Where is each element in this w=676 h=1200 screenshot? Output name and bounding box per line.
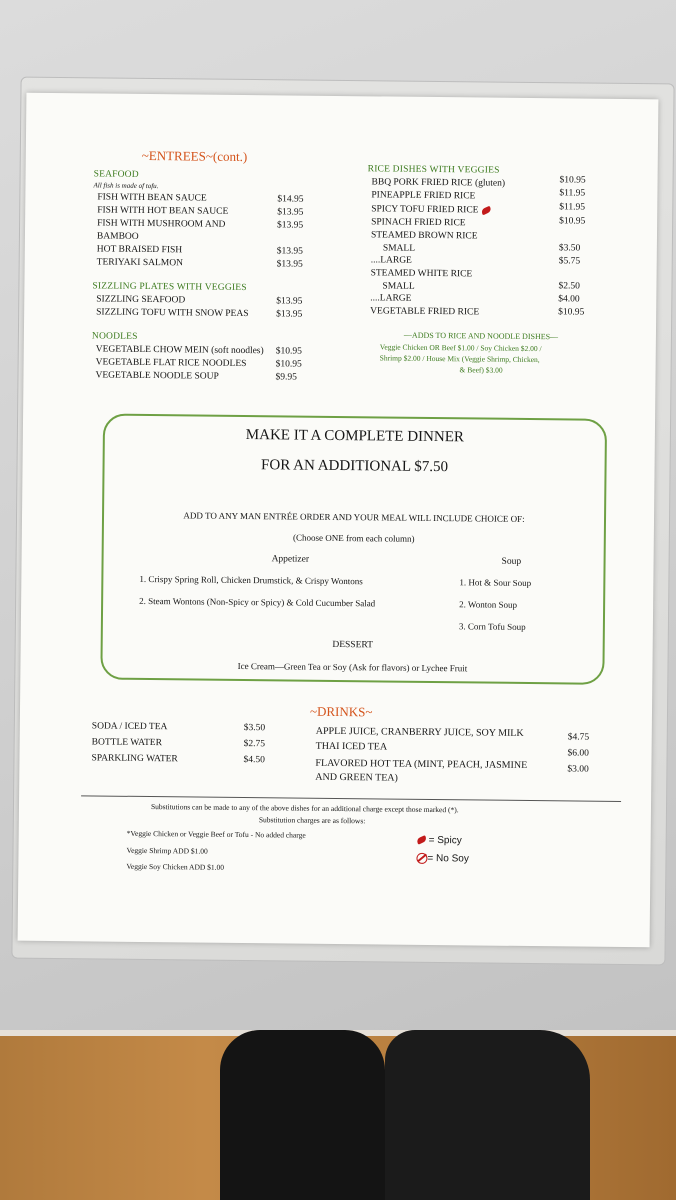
right-leg xyxy=(385,1030,590,1200)
menu-price: $13.95 xyxy=(276,259,303,270)
complete-dinner-box xyxy=(100,414,607,685)
menu-price: $13.95 xyxy=(276,246,303,257)
legend-spicy xyxy=(417,835,462,846)
substitution-item: Veggie Soy Chicken ADD $1.00 xyxy=(126,861,225,872)
drink-item: THAI ICED TEA xyxy=(315,740,388,753)
menu-item: ....LARGE xyxy=(370,293,412,304)
menu-price: $10.95 xyxy=(275,346,302,357)
menu-price: $13.95 xyxy=(276,296,303,307)
menu-item: SMALL xyxy=(382,281,415,292)
drink-price: $2.75 xyxy=(243,739,266,750)
drink-item: AND GREEN TEA) xyxy=(315,771,398,784)
dessert-heading: DESSERT xyxy=(332,639,374,651)
menu-item-spicy xyxy=(371,204,491,215)
drink-item: APPLE JUICE, CRANBERRY JUICE, SOY MILK xyxy=(315,725,524,739)
menu-price: $14.95 xyxy=(277,194,304,205)
menu-item: SMALL xyxy=(382,243,416,254)
menu-price: $10.95 xyxy=(558,307,585,318)
menu-item: STEAMED BROWN RICE xyxy=(370,230,478,242)
dinner-choose: (Choose ONE from each column) xyxy=(293,532,415,544)
seafood-note: All fish is made of tofu. xyxy=(93,181,159,191)
drink-price: $4.50 xyxy=(243,755,265,766)
person-legs xyxy=(160,1030,590,1200)
menu-item: VEGETABLE NOODLE SOUP xyxy=(95,370,219,382)
menu-item: HOT BRAISED FISH xyxy=(96,244,183,256)
soup-option: 2. Wonton Soup xyxy=(459,599,518,610)
menu-item: STEAMED WHITE RICE xyxy=(370,268,473,280)
entrees-title: ~ENTREES~(cont.) xyxy=(141,147,248,165)
seafood-heading: SEAFOOD xyxy=(93,169,139,180)
menu-price: $10.95 xyxy=(559,216,586,227)
menu-price: $9.95 xyxy=(275,372,297,383)
sizzling-heading: SIZZLING PLATES WITH VEGGIES xyxy=(92,281,247,294)
menu-item: BBQ PORK FRIED RICE (gluten) xyxy=(371,177,506,189)
menu-price: $13.95 xyxy=(277,207,304,218)
menu-item: ....LARGE xyxy=(370,255,412,266)
menu-price: $4.00 xyxy=(558,294,580,305)
menu-item-label: SPICY TOFU FRIED RICE xyxy=(371,204,479,216)
menu-price: $13.95 xyxy=(276,309,303,320)
appetizer-heading: Appetizer xyxy=(271,554,310,565)
substitution-note: Substitutions can be made to any of the above dishes for an additional charge except those marked (*). xyxy=(150,802,459,815)
left-leg xyxy=(220,1030,385,1200)
menu-item: FISH WITH BEAN SAUCE xyxy=(97,192,207,204)
rice-heading: RICE DISHES WITH VEGGIES xyxy=(367,164,500,176)
dessert-text: Ice Cream—Green Tea or Soy (Ask for flavors) or Lychee Fruit xyxy=(237,660,468,674)
menu-price: $10.95 xyxy=(275,359,302,370)
menu-item: BAMBOO xyxy=(96,231,139,242)
menu-item: FISH WITH HOT BEAN SAUCE xyxy=(97,205,229,217)
drinks-title: ~DRINKS~ xyxy=(309,703,373,720)
substitution-item: *Veggie Chicken or Veggie Beef or Tofu - No added charge xyxy=(126,828,306,840)
menu-item: VEGETABLE CHOW MEIN (soft noodles) xyxy=(95,344,264,357)
substitution-item: Veggie Shrimp ADD $1.00 xyxy=(126,845,208,856)
menu-price: $13.95 xyxy=(277,220,304,231)
menu-item: FISH WITH MUSHROOM AND xyxy=(97,218,226,230)
no-soy-icon xyxy=(416,853,427,864)
adds-title: —ADDS TO RICE AND NOODLE DISHES— xyxy=(403,330,559,342)
dinner-subtitle: FOR AN ADDITIONAL $7.50 xyxy=(261,457,449,476)
drink-item: SODA / ICED TEA xyxy=(91,721,168,733)
divider-line xyxy=(81,795,621,802)
soup-heading: Soup xyxy=(501,556,522,567)
dinner-intro: ADD TO ANY MAN ENTRÉE ORDER AND YOUR MEAL WILL INCLUDE CHOICE OF: xyxy=(183,510,525,524)
drink-item: FLAVORED HOT TEA (MINT, PEACH, JASMINE xyxy=(315,757,528,771)
menu-item: TERIYAKI SALMON xyxy=(96,257,184,269)
drink-item: BOTTLE WATER xyxy=(91,737,162,749)
substitution-note: Substitution charges are as follows: xyxy=(258,815,366,826)
menu-item: SIZZLING SEAFOOD xyxy=(96,294,186,306)
menu-item: SIZZLING TOFU WITH SNOW PEAS xyxy=(96,307,249,320)
menu-item: VEGETABLE FRIED RICE xyxy=(370,306,480,318)
appetizer-option: 2. Steam Wontons (Non-Spicy or Spicy) & Cold Cucumber Salad xyxy=(139,595,376,609)
legend-spicy-label: = Spicy xyxy=(428,834,462,847)
adds-line: Shrimp $2.00 / House Mix (Veggie Shrimp, Chicken, xyxy=(379,353,540,365)
drink-price: $6.00 xyxy=(567,748,589,759)
drink-price: $3.00 xyxy=(567,764,589,775)
menu-item: PINEAPPLE FRIED RICE xyxy=(371,190,476,202)
drink-price: $4.75 xyxy=(567,732,590,743)
legend-nosoy xyxy=(416,853,469,865)
drink-price: $3.50 xyxy=(243,723,266,734)
menu-price: $11.95 xyxy=(559,188,586,199)
soup-option: 3. Corn Tofu Soup xyxy=(458,621,526,632)
drink-item: SPARKLING WATER xyxy=(91,753,178,765)
adds-line: Veggie Chicken OR Beef $1.00 / Soy Chicken $2.00 / xyxy=(379,342,542,354)
dinner-title: MAKE IT A COMPLETE DINNER xyxy=(245,427,464,446)
legend-nosoy-label: = No Soy xyxy=(427,853,469,865)
noodles-heading: NOODLES xyxy=(91,331,138,342)
menu-price: $3.50 xyxy=(558,243,581,254)
adds-line: & Beef) $3.00 xyxy=(459,365,503,375)
menu-price: $11.95 xyxy=(559,202,586,213)
menu-item: SPINACH FRIED RICE xyxy=(371,217,466,229)
menu-price: $2.50 xyxy=(558,281,580,292)
menu-price: $5.75 xyxy=(558,256,581,267)
soup-option: 1. Hot & Sour Soup xyxy=(459,577,532,589)
menu-item: VEGETABLE FLAT RICE NOODLES xyxy=(95,357,247,370)
chili-pepper-icon xyxy=(416,835,428,845)
menu-price: $10.95 xyxy=(559,175,586,186)
chili-pepper-icon xyxy=(481,206,493,216)
appetizer-option: 1. Crispy Spring Roll, Chicken Drumstick, & Crispy Wontons xyxy=(139,573,363,587)
menu-page xyxy=(18,93,659,948)
